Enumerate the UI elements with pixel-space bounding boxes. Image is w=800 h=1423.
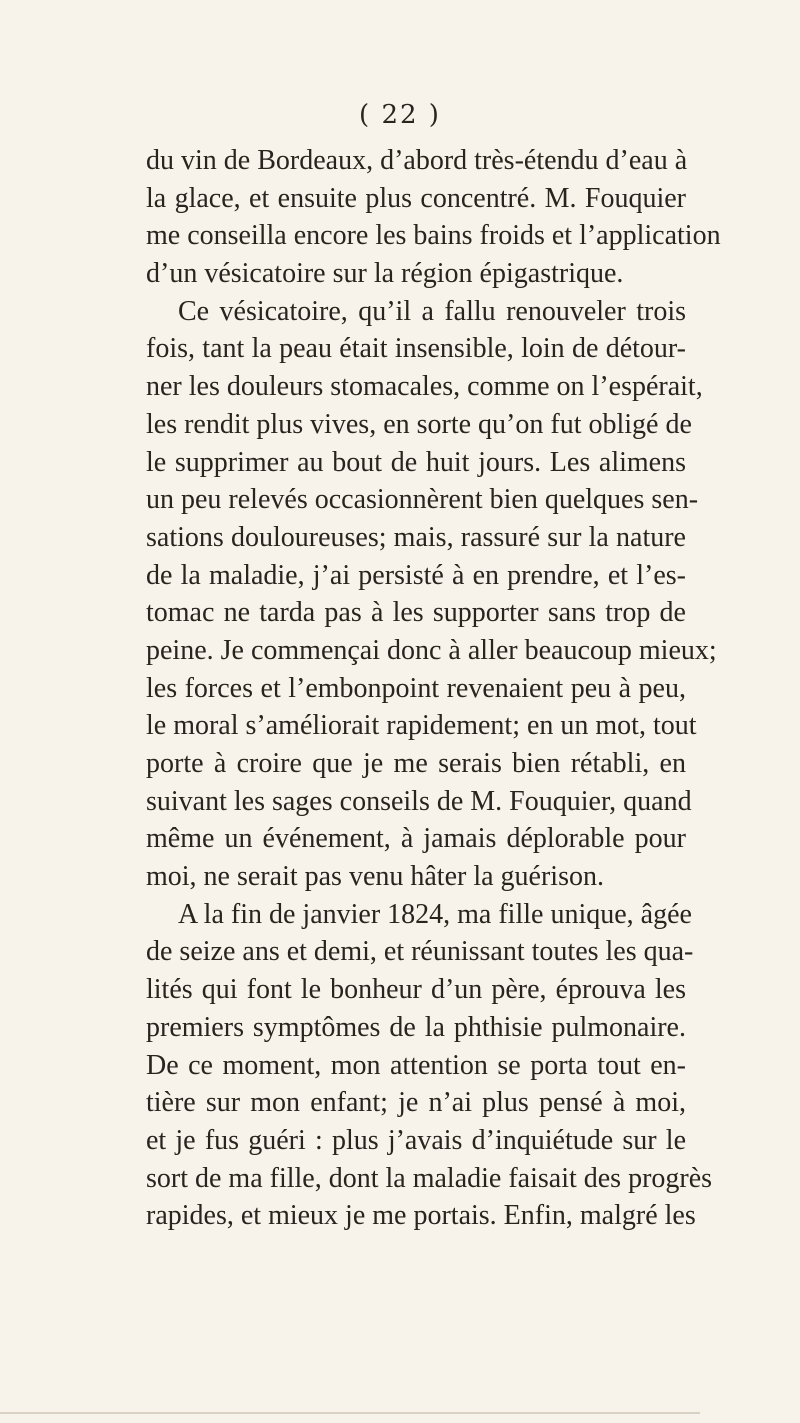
text-line: peine. Je commençai donc à aller beaucoup mieux; — [146, 634, 717, 666]
text-line: de seize ans et demi, et réunissant toutes les qua- — [146, 936, 694, 968]
text-line: de la maladie, j’ai persisté à en prendre, et l’es- — [146, 559, 686, 591]
text-line: suivant les sages conseils de M. Fouquier, quand — [146, 785, 692, 817]
text-line: Ce vésicatoire, qu’il a fallu renouveler trois — [178, 295, 686, 327]
text-line: rapides, et mieux je me portais. Enfin, malgré les — [146, 1200, 696, 1232]
text-line: porte à croire que je me serais bien rétabli, en — [146, 748, 686, 779]
text-line: De ce moment, mon attention se porta tout en- — [146, 1049, 686, 1081]
text-line: même un événement, à jamais déplorable pour — [146, 823, 686, 855]
text-line: tomac ne tarda pas à les supporter sans trop de — [146, 597, 686, 629]
text-line: premiers symptômes de la phthisie pulmonaire. — [146, 1011, 686, 1043]
text-line: le supprimer au bout de huit jours. Les alimens — [146, 446, 686, 478]
text-line: les rendit plus vives, en sorte qu’on fut obligé de — [146, 408, 692, 440]
text-line: sations douloureuses; mais, rassuré sur la nature — [146, 521, 686, 553]
text-line: du vin de Bordeaux, d’abord très-étendu d’eau à — [146, 145, 688, 176]
body-text — [146, 142, 721, 1235]
text-line: A la fin de janvier 1824, ma fille unique, âgée — [178, 898, 692, 930]
text-line: tière sur mon enfant; je n’ai plus pensé à moi, — [146, 1087, 686, 1119]
text-line: la glace, et ensuite plus concentré. M. Fouquier — [146, 182, 686, 214]
text-line: moi, ne serait pas venu hâter la guérison. — [146, 861, 604, 893]
text-line: lités qui font le bonheur d’un père, éprouva les — [146, 974, 686, 1006]
text-line: les forces et l’embonpoint revenaient peu à peu, — [146, 672, 686, 704]
text-line: me conseilla encore les bains froids et l’application — [146, 220, 721, 252]
text-line: sort de ma fille, dont la maladie faisait des progrès — [146, 1162, 713, 1194]
text-line: un peu relevés occasionnèrent bien quelques sen- — [146, 484, 699, 516]
text-line: le moral s’améliorait rapidement; en un mot, tout — [146, 710, 697, 742]
text-line: ner les douleurs stomacales, comme on l’espérait, — [146, 371, 703, 403]
text-line: fois, tant la peau était insensible, loin de détour- — [146, 333, 686, 365]
page-number: ( 22 ) — [359, 100, 441, 130]
text-line: d’un vésicatoire sur la région épigastrique. — [146, 258, 624, 290]
page-edge-shadow — [0, 1412, 700, 1414]
text-line: et je fus guéri : plus j’avais d’inquiétude sur le — [146, 1124, 686, 1156]
